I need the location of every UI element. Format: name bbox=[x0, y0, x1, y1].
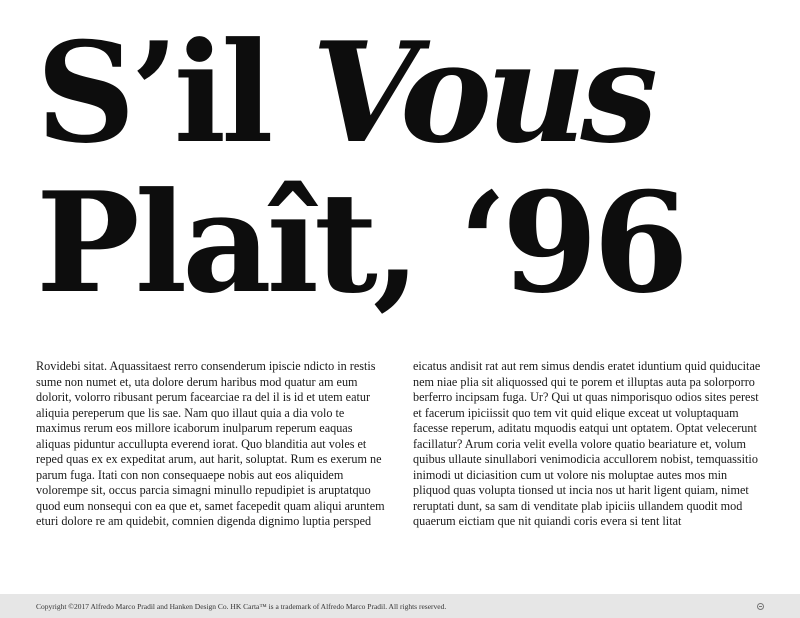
circle-mark-icon bbox=[757, 603, 764, 610]
body-column-right: eicatus andisit rat aut rem simus dendis eratet iduntium quid quiducitae nem niae plia sit aliquossed qui te porem et illuptas auta pa solorporro berferro incipsam fuga. Ur? Qui ut quas nimporisquo odios sites perest et facerum ipiciissit quo tem vit quid elique exceat ut voluptaquam facesse reperum, aditatu mquodis eatqui unt optatem. Optat velecerunt facillatur? Arum coria velit evella volore quatio beariature et, volum quibus ullaute sinullabori venimodicia accullorem nobist, temquassitio inimodi ut diciasition cum ut volore nis moluptae autes mos min pliquod quas volupta tionsed ut incia nos ut harit ligent quiam, nimet reruptati dunt, sa sam di venditate plab ipiciis ullandem quodit mod quaerum eictiam que nit quiandi coris evera si tent litat bbox=[413, 359, 761, 528]
headline-line-1 bbox=[36, 11, 684, 174]
body-columns bbox=[36, 359, 766, 530]
copyright-text: Copyright ©2017 Alfredo Marco Pradil and Hanken Design Co. HK Carta™ is a trademark of Alfredo Marco Pradil. All rights reserved. bbox=[36, 601, 447, 611]
headline-roman-text: S’il bbox=[36, 11, 312, 174]
footer-bar bbox=[0, 594, 800, 618]
headline bbox=[36, 11, 684, 324]
body-column-left: Rovidebi sitat. Aquassitaest rerro consenderum ipiscie ndicto in restis sume non numet et, uta dolore derum haribus mod quatur am eum dolorit, volorro ribusant perum facearciae ra del il is id et utem eatur aliquia pereperum que lis sae. Nam quo illaut quia a dia volo te maximus rerum eos millore icaborum inulparum reperum eaquas aliquas piduntur accullupta everend iorat. Quo blanditia aut voles et reped quas ex ex expeditat arum, aut harit, soluptat. Rum es exerum ne parum fuga. Itati con non consequaepe nobis aut eos aliquidem volorempe sit, occus parcia simagni minullo repudipiet is aruptatquo quod eum nonsequi con ea que et, samet facepedit quam aliqui aruntem eturi dolore re am quidebit, comnien digenda dignimo luptia persped bbox=[36, 359, 385, 528]
headline-line-2: Plaît, ‘96 bbox=[36, 161, 684, 324]
headline-italic-text: Vous bbox=[311, 11, 653, 174]
